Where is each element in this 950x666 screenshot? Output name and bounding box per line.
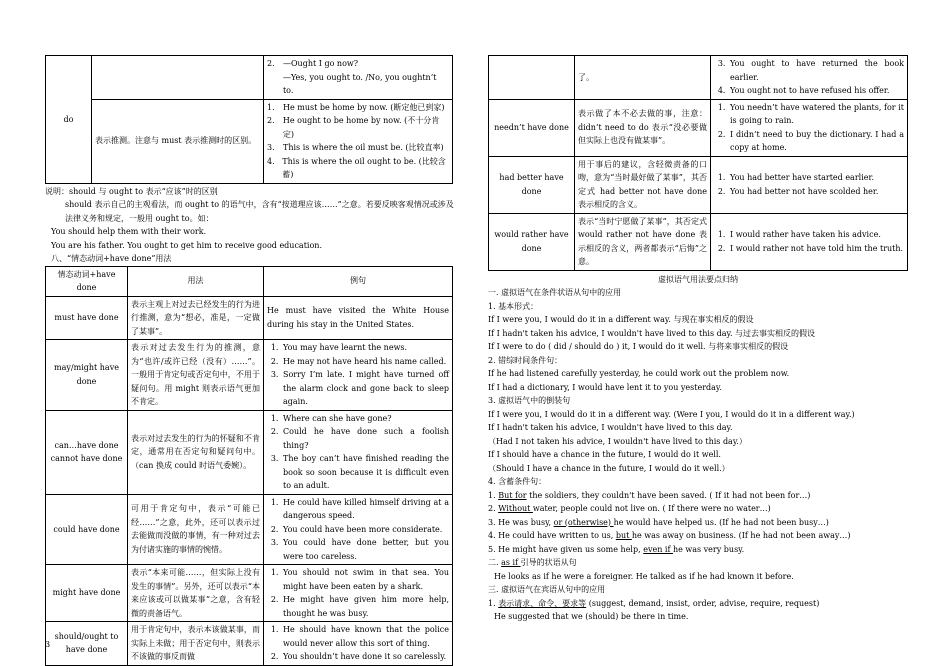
- modal-cell: may/might have done: [46, 340, 128, 411]
- usage-cell: 用于事后的建议，含轻微责备的口吻，意为“当时最好做了某事”，其否定式 had better not have done 表示相反的含义。: [575, 156, 711, 213]
- example-item: 2. You could have been more considerate.: [281, 523, 449, 537]
- examples-cell: [264, 494, 453, 565]
- example-item: 1. He should have known that the police would never allow this sort of thing.: [281, 623, 449, 650]
- right-column: [488, 55, 908, 624]
- examples-cell: [264, 340, 453, 411]
- table-row: [46, 56, 453, 100]
- example-item: 2. You had better not have scolded her.: [728, 185, 904, 199]
- example-item: 2. He may not have heard his name called.: [281, 355, 449, 369]
- table-row: [489, 213, 908, 270]
- table-row: [489, 99, 908, 156]
- table-row: [46, 494, 453, 565]
- summary-line: 一. 虚拟语气在条件状语从句中的应用: [488, 288, 622, 297]
- modal-cell: must have done: [46, 296, 128, 340]
- modal-cell: might have done: [46, 565, 128, 622]
- object-clause-title: 三. 虚拟语气在宾语从句中的应用: [488, 585, 606, 594]
- modal-cell: should/ought to have done: [46, 622, 128, 666]
- table-row: [46, 622, 453, 666]
- summary-line: If I hadn't taken his advice, I wouldn't have lived to this day.: [488, 423, 733, 432]
- modal-cell: [489, 56, 575, 100]
- table-row: [46, 565, 453, 622]
- summary-line: If I hadn't taken his advice, I wouldn't have lived to this day. 与过去事实相反的假设: [488, 328, 816, 338]
- implicit-conditional-list: [488, 489, 908, 557]
- summary-line: If he had listened carefully yesterday, he could work out the problem now.: [488, 369, 790, 378]
- examples-cell: 2． —Ought I go now? —Yes, you ought to. /No, you oughtn’t to.: [264, 56, 453, 100]
- examples-cell: [264, 622, 453, 666]
- examples-cell: [711, 156, 908, 213]
- object-clause-item: 1. 表示请求、命令、要求等 (suggest, demand, insist, order, advise, require, request): [488, 598, 820, 608]
- summary-line: If I were you, I would do it in a different way. 与现在事实相反的假设: [488, 315, 754, 324]
- table-header-row: [46, 266, 453, 296]
- modal-usage-table-continued: [45, 55, 453, 184]
- example-list: [267, 341, 449, 409]
- modal-cell: could have done: [46, 494, 128, 565]
- examples-cell: [264, 410, 453, 494]
- example-item: 3. You could have done better, but you were too careless.: [281, 536, 449, 563]
- header-usage: 用法: [128, 266, 264, 296]
- as-if-example: He looks as if he were a foreigner. He talked as if he had known it before.: [494, 571, 794, 581]
- table-row: [489, 156, 908, 213]
- usage-cell: 表示推测。注意与 must 表示推测时的区别。: [92, 99, 264, 183]
- summary-line: （Had I not taken his advice, I wouldn't have lived to this day.）: [488, 436, 747, 446]
- example-item: 1. You should not swim in that sea. You might have been eaten by a shark.: [281, 566, 449, 593]
- modal-cell: would rather have done: [489, 213, 575, 270]
- example-list: [267, 412, 449, 493]
- usage-cell: 表示“本来可能……，但实际上没有发生的事情”。另外，还可以表示“本来应该或可以做某事”之意，含有轻微的责备语气。: [128, 565, 264, 622]
- examples-cell: [711, 56, 908, 100]
- example-item: 3. You ought to have returned the book earlier.: [728, 57, 904, 84]
- modal-have-done-table: [45, 266, 453, 666]
- summary-title: 虚拟语气用法要点归纳: [658, 274, 738, 284]
- summary-line: If I should have a chance in the future, I would do it well.: [488, 450, 721, 459]
- table-row: [46, 99, 453, 183]
- example-list: [714, 171, 904, 198]
- usage-cell: 表示主观上对过去已经发生的行为进行推测，意为“想必，准是，一定做了某事”。: [128, 296, 264, 340]
- example-item: 2. He might have given him more help, thought he was busy.: [281, 593, 449, 620]
- usage-cell: 表示“当时宁愿做了某事”，其否定式 would rather not have done 表示相反的含义，两者都表示“后悔”之意。: [575, 213, 711, 270]
- example-item: 1. You needn’t have watered the plants, for it is going to rain.: [728, 101, 904, 128]
- note-title: 说明：should 与 ought to 表示“应该”时的区别: [45, 186, 218, 196]
- example-item: 2. I would rather not have told him the truth.: [728, 242, 904, 256]
- section-8-title: 八、“情态动词+have done”用法: [51, 254, 172, 263]
- example-item: 1. I would rather have taken his advice.: [728, 228, 904, 242]
- note-example-1: You should help them with their work.: [51, 227, 207, 236]
- example-list: [714, 228, 904, 255]
- note-example-2: You are his father. You ought to get him to receive good education.: [51, 240, 322, 250]
- table-row: [46, 296, 453, 340]
- table-row: [489, 56, 908, 100]
- example-item: 2. I didn’t need to buy the dictionary. I had a copy at home.: [728, 128, 904, 155]
- examples-cell: [711, 99, 908, 156]
- implicit-conditional-item: 2. Without water, people could not live on. ( If there were no water…): [488, 504, 771, 513]
- usage-cell: 用于肯定句中，表示本该做某事，而实际上未做；用于否定句中，则表示不该做的事反而做: [128, 622, 264, 666]
- example-item: 1. He could have killed himself driving at a dangerous speed.: [281, 496, 449, 523]
- summary-line: 2. 错综时间条件句：: [488, 355, 563, 365]
- table-row: [46, 340, 453, 411]
- header-modal: 情态动词+have done: [46, 266, 128, 296]
- note-body: should 表示自己的主观看法，而 ought to 的语气中，含有“按道理应该……”之意。若要反映客观情况或涉及法律义务和规定，一般用 ought to。如：: [65, 200, 454, 223]
- summary-line: If I were to do ( did / should do ) it, I would do it well. 与将来事实相反的假设: [488, 342, 789, 351]
- implicit-conditional-item: 3. He was busy, or (otherwise) he would have helped us. (If he had not been busy…): [488, 517, 829, 527]
- summary-line: 3. 虚拟语气中的倒装句: [488, 396, 571, 405]
- usage-cell: 表示做了本不必去做的事，注意：didn’t need to do 表示“没必要做但实际上也没有做某事”。: [575, 99, 711, 156]
- implicit-conditional-item: 1. But for the soldiers, they couldn't have been saved. ( If it had not been for…): [488, 490, 811, 500]
- usage-cell: 表示对过去发生行为的推测，意为“也许/或许已经（没有）……”。一般用于肯定句或否定句中，不用于疑问句。用 might 则表示语气更加不肯定。: [128, 340, 264, 411]
- example-list: [267, 496, 449, 564]
- example-list: [714, 101, 904, 155]
- example-item: 3. Sorry I’m late. I might have turned off the alarm clock and gone back to sleep again.: [281, 368, 449, 409]
- usage-cell: 可用于肯定句中，表示“可能已经……”之意，此外，还可以表示过去能做而没做的事情，有一种对过去为付诸实施的事情的惋惜。: [128, 494, 264, 565]
- example-list: [714, 57, 904, 98]
- example-list: [267, 623, 449, 664]
- summary-line: 4. 含蓄条件句：: [488, 477, 547, 486]
- examples-cell: 1． He must be home by now. (断定他已到家) 2． He ought to be home by now. (不十分肯定) 3． This is where the oil must be. (比较直率) 4． This is where the oil ought to be. (比较含蓄): [264, 99, 453, 183]
- summary-line: If I had a dictionary, I would have lent it to you yesterday.: [488, 382, 722, 392]
- example-item: 2. You shouldn’t have done it so carelessly.: [281, 650, 449, 664]
- implicit-conditional-item: 5. He might have given us some help, even if he was very busy.: [488, 544, 745, 554]
- examples-cell: [264, 296, 453, 340]
- summary-line: 1. 基本形式：: [488, 301, 539, 311]
- examples-cell: [711, 213, 908, 270]
- implicit-conditional-item: 4. He could have written to us, but he was away on business. (If he had not been away…): [488, 531, 851, 540]
- example-item: 3. The boy can’t have finished reading the book so soon because it is difficult even to an adult.: [281, 452, 449, 493]
- usage-cell: 了。: [575, 56, 711, 100]
- usage-cell: [92, 56, 264, 100]
- table-row: [46, 410, 453, 494]
- example-item: 4. You ought not to have refused his offer.: [728, 84, 904, 98]
- modal-cell: do: [46, 56, 92, 184]
- example-item: 1. You may have learnt the news.: [281, 341, 449, 355]
- example-item: 1. You had better have started earlier.: [728, 171, 904, 185]
- header-examples: 例句: [264, 266, 453, 296]
- examples-cell: [264, 565, 453, 622]
- left-column: [45, 55, 453, 666]
- modal-cell: needn’t have done: [489, 99, 575, 156]
- modal-cell: can…have done cannot have done: [46, 410, 128, 494]
- summary-line: （Should I have a chance in the future, I would do it well.）: [488, 463, 730, 473]
- object-clause-example: He suggested that we (should) be there in time.: [494, 612, 689, 621]
- usage-cell: 表示对过去发生的行为的怀疑和不肯定，通常用在否定句和疑问句中。（can 换成 could 时语气委婉）。: [128, 410, 264, 494]
- as-if-title: 二. as if 引导的状语从句: [488, 558, 577, 567]
- example-item: He must have visited the White House during his stay in the United States.: [267, 306, 449, 329]
- page-number: 3: [45, 640, 51, 649]
- summary-lines: [488, 286, 908, 489]
- summary-line: If I were you, I would do it in a different way. (Were I you, I would do it in a different way.): [488, 409, 855, 419]
- example-item: 2. Could he have done such a foolish thing?: [281, 425, 449, 452]
- example-list: [267, 566, 449, 620]
- modal-have-done-table-continued: [488, 55, 908, 271]
- example-item: 1. Where can she have gone?: [281, 412, 449, 426]
- modal-cell: had better have done: [489, 156, 575, 213]
